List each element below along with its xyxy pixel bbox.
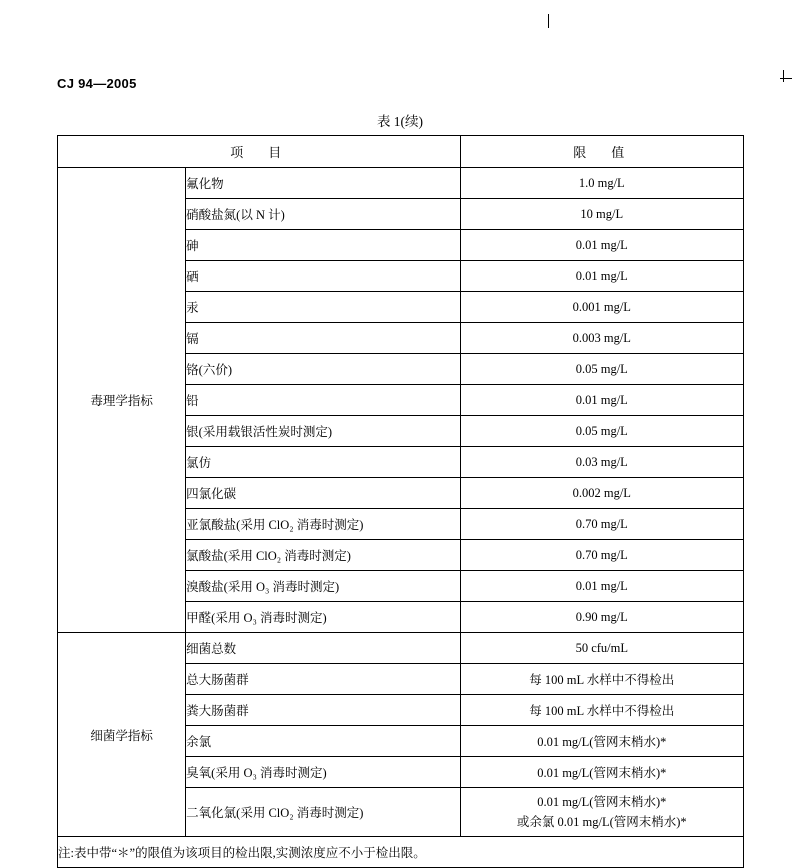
registration-mark-top <box>548 14 549 28</box>
item-name: 氯仿 <box>186 447 460 478</box>
item-limit: 0.003 mg/L <box>460 323 743 354</box>
registration-mark-right-h <box>780 78 792 79</box>
item-limit: 0.01 mg/L <box>460 571 743 602</box>
item-name: 臭氧(采用 O₃ 消毒时测定) <box>186 757 460 788</box>
registration-mark-right-v <box>783 70 784 82</box>
item-limit: 0.05 mg/L <box>460 354 743 385</box>
item-name: 粪大肠菌群 <box>186 695 460 726</box>
item-name: 镉 <box>186 323 460 354</box>
table-caption: 表 1(续) <box>376 114 424 129</box>
category-label-toxicology: 毒理学指标 <box>58 168 186 633</box>
item-limit: 0.70 mg/L <box>460 540 743 571</box>
spec-table-wrapper <box>57 135 744 868</box>
table-row <box>58 168 744 199</box>
item-limit: 0.01 mg/L(管网末梢水)* <box>460 757 743 788</box>
item-limit: 1.0 mg/L <box>460 168 743 199</box>
item-name: 四氯化碳 <box>186 478 460 509</box>
item-limit: 0.01 mg/L <box>460 385 743 416</box>
item-name: 硒 <box>186 261 460 292</box>
item-name: 砷 <box>186 230 460 261</box>
item-name: 亚氯酸盐(采用 ClO₂ 消毒时测定) <box>186 509 460 540</box>
item-limit: 0.03 mg/L <box>460 447 743 478</box>
header-item: 项 目 <box>58 136 461 168</box>
item-limit: 0.90 mg/L <box>460 602 743 633</box>
item-name: 铬(六价) <box>186 354 460 385</box>
item-limit-line2: 或余氯 0.01 mg/L(管网末梢水)* <box>516 815 687 829</box>
item-limit: 50 cfu/mL <box>460 633 743 664</box>
item-name: 铅 <box>186 385 460 416</box>
table-note: 注:表中带“＊”的限值为该项目的检出限,实测浓度应不小于检出限。 <box>58 837 744 868</box>
table-note-row <box>58 837 744 868</box>
item-limit: 0.001 mg/L <box>460 292 743 323</box>
item-limit: 0.01 mg/L(管网末梢水)* <box>460 726 743 757</box>
standard-code: CJ 94—2005 <box>57 76 137 91</box>
item-name: 氟化物 <box>186 168 460 199</box>
table-row <box>58 633 744 664</box>
item-limit: 10 mg/L <box>460 199 743 230</box>
item-name: 余氯 <box>186 726 460 757</box>
header-limit: 限 值 <box>460 136 743 168</box>
item-name: 甲醛(采用 O₃ 消毒时测定) <box>186 602 460 633</box>
item-name: 汞 <box>186 292 460 323</box>
item-name: 细菌总数 <box>186 633 460 664</box>
water-quality-table <box>57 135 744 868</box>
item-limit: 每 100 mL 水样中不得检出 <box>460 664 743 695</box>
item-limit: 每 100 mL 水样中不得检出 <box>460 695 743 726</box>
item-limit: 0.002 mg/L <box>460 478 743 509</box>
item-limit: 0.70 mg/L <box>460 509 743 540</box>
item-limit: 0.01 mg/L <box>460 261 743 292</box>
item-name: 银(采用载银活性炭时测定) <box>186 416 460 447</box>
category-label-bacteriology: 细菌学指标 <box>58 633 186 837</box>
item-name: 溴酸盐(采用 O₃ 消毒时测定) <box>186 571 460 602</box>
item-name: 硝酸盐氮(以 N 计) <box>186 199 460 230</box>
table-header-row <box>58 136 744 168</box>
item-name: 总大肠菌群 <box>186 664 460 695</box>
item-name: 氯酸盐(采用 ClO₂ 消毒时测定) <box>186 540 460 571</box>
item-limit: 0.05 mg/L <box>460 416 743 447</box>
item-limit <box>460 788 743 837</box>
item-name: 二氧化氯(采用 ClO₂ 消毒时测定) <box>186 788 460 837</box>
item-limit: 0.01 mg/L <box>460 230 743 261</box>
item-limit-line1: 0.01 mg/L(管网末梢水)* <box>537 795 667 809</box>
